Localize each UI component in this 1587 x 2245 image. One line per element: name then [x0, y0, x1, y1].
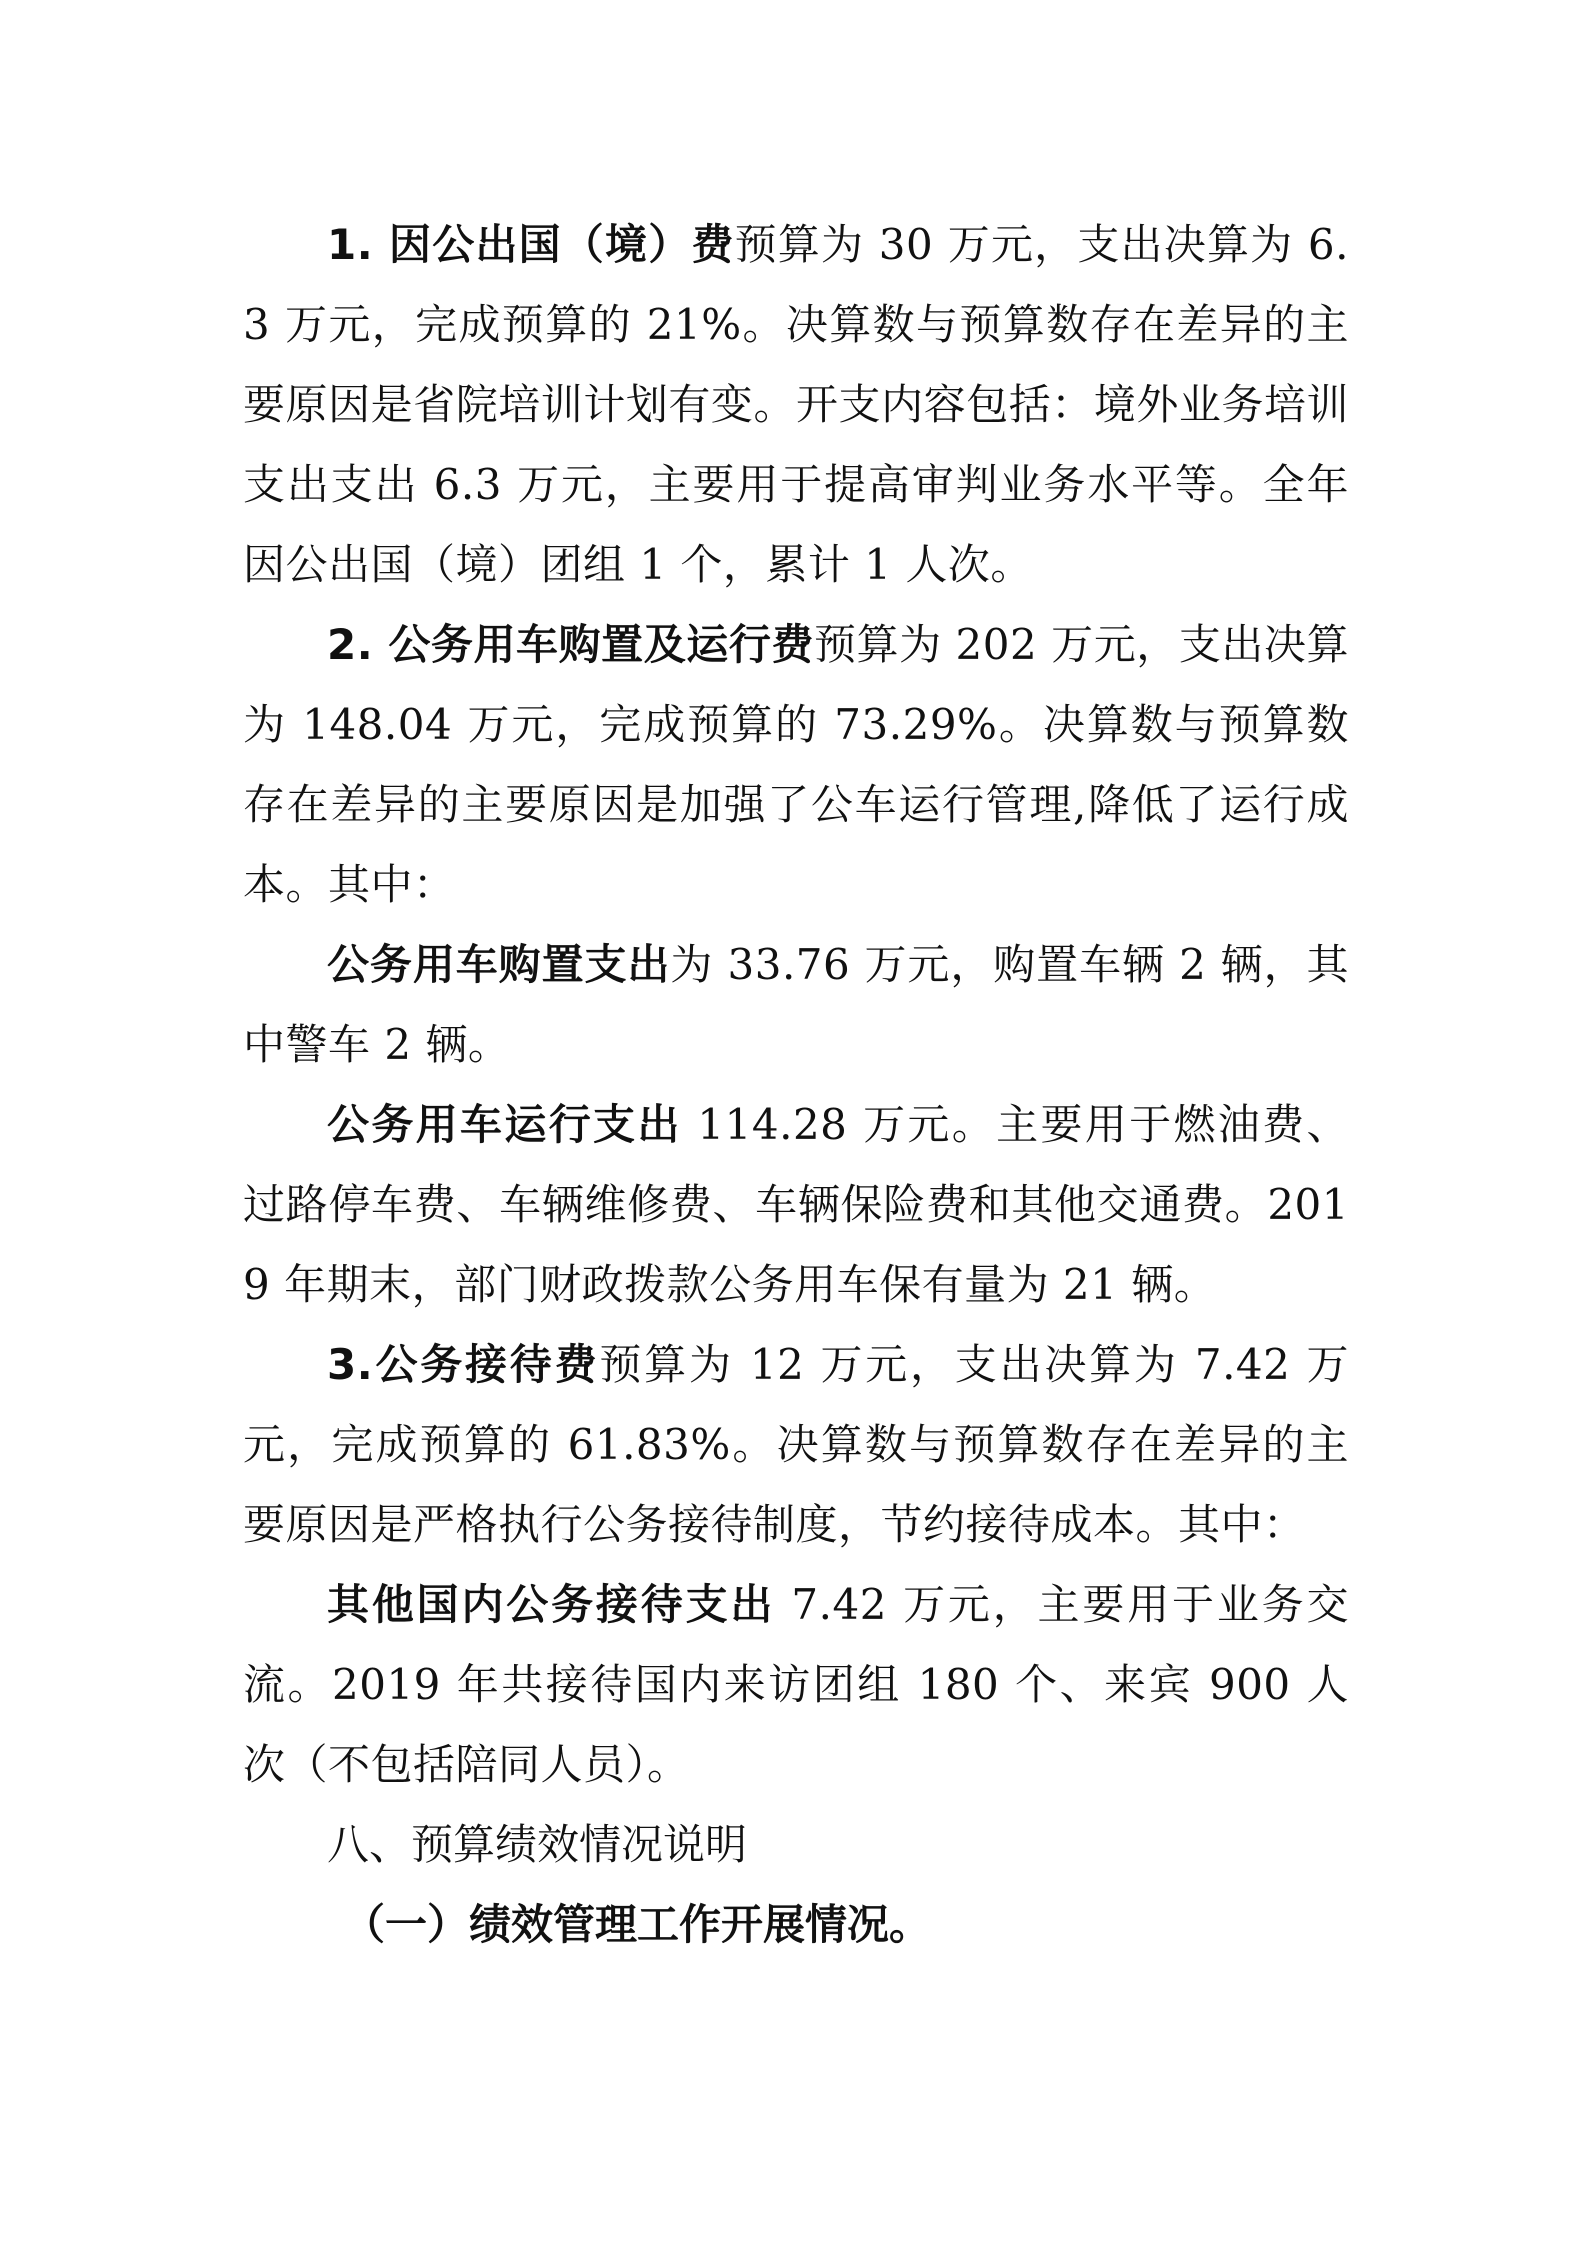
paragraph-vehicle-costs-body: 预算为 202 万元，支出决算为 148.04 万元，完成预算的 73.29%。决算数与预算数存在差异的主要原因是加强了公车运行管理,降低了运行成本。其中： — [243, 620, 1349, 909]
paragraph-domestic-reception-title: 其他国内公务接待支出 — [327, 1580, 776, 1629]
paragraph-reception-costs-body: 预算为 12 万元，支出决算为 7.42 万元，完成预算的 61.83%。决算数与预算数存在差异的主要原因是严格执行公务接待制度，节约接待成本。其中： — [243, 1340, 1349, 1549]
paragraph-domestic-reception — [243, 1565, 1349, 1805]
paragraph-reception-costs-title: 3.公务接待费 — [327, 1340, 600, 1389]
paragraph-vehicle-purchase-body: 为 33.76 万元，购置车辆 2 辆，其中警车 2 辆。 — [243, 940, 1349, 1069]
subsection-heading: （一）绩效管理工作开展情况。 — [343, 1900, 932, 1949]
paragraph-outbound-travel-body: 预算为 30 万元，支出决算为 6.3 万元，完成预算的 21%。决算数与预算数存在差异的主要原因是省院培训计划有变。开支内容包括：境外业务培训支出支出 6.3 万元，主要用于提高审判业务水平等。全年因公出国（境）团组 1 个，累计 1 人次。 — [243, 220, 1349, 589]
section-heading: 八、预算绩效情况说明 — [327, 1820, 748, 1869]
paragraph-vehicle-operation — [243, 1085, 1349, 1325]
paragraph-reception-costs — [243, 1325, 1349, 1565]
paragraph-outbound-travel-title: 1. 因公出国（境）费 — [327, 220, 735, 269]
paragraph-vehicle-costs-title: 2. 公务用车购置及运行费 — [327, 620, 814, 669]
paragraph-vehicle-operation-body: 114.28 万元。主要用于燃油费、过路停车费、车辆维修费、车辆保险费和其他交通费。2019 年期末，部门财政拨款公务用车保有量为 21 辆。 — [243, 1100, 1349, 1309]
paragraph-domestic-reception-body: 7.42 万元，主要用于业务交流。2019 年共接待国内来访团组 180 个、来宾 900 人次（不包括陪同人员）。 — [243, 1580, 1349, 1789]
document-page — [243, 205, 1349, 1965]
paragraph-vehicle-costs — [243, 605, 1349, 925]
paragraph-outbound-travel — [243, 205, 1349, 605]
paragraph-vehicle-purchase-title: 公务用车购置支出 — [327, 940, 671, 989]
paragraph-vehicle-operation-title: 公务用车运行支出 — [327, 1100, 682, 1149]
paragraph-vehicle-purchase — [243, 925, 1349, 1085]
